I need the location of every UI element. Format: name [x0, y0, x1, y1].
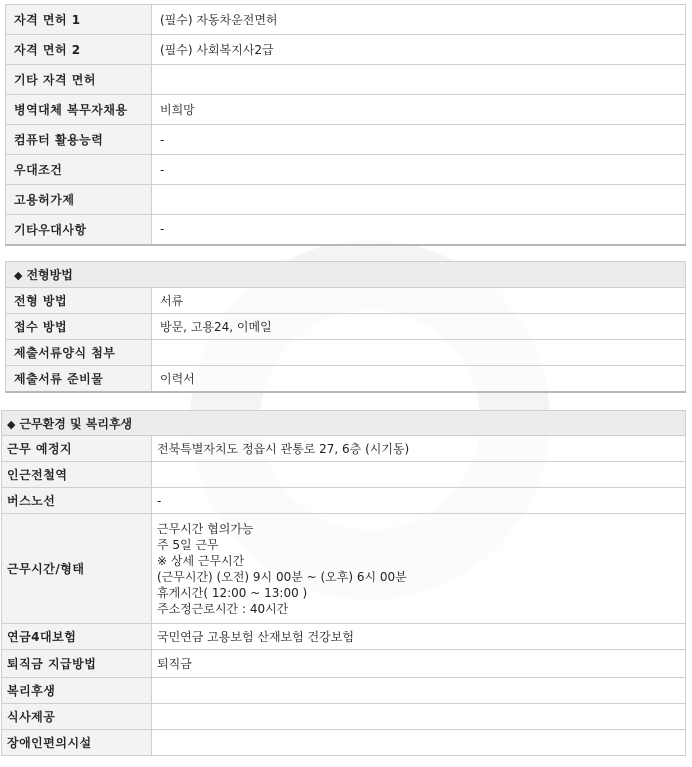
- row-label: 근무 예정지: [2, 436, 152, 462]
- section-title: 근무환경 및 복리후생: [19, 416, 133, 431]
- selection-table: [5, 261, 686, 393]
- row-value: 서류: [152, 288, 686, 314]
- work-hours-value: [152, 514, 686, 624]
- row-value: [152, 704, 686, 730]
- table-row: [6, 65, 686, 95]
- row-label: 버스노선: [2, 488, 152, 514]
- table-row: [2, 678, 686, 704]
- work-hours-line: ※ 상세 근무시간: [157, 553, 245, 568]
- row-label: 자격 면허 2: [6, 35, 152, 65]
- row-label: 제출서류 준비물: [6, 366, 152, 392]
- row-label: 기타우대사항: [6, 215, 152, 245]
- work-hours-line: 주소정근로시간 : 40시간: [157, 601, 289, 616]
- row-label: 우대조건: [6, 155, 152, 185]
- row-label: 복리후생: [2, 678, 152, 704]
- row-value: -: [152, 215, 686, 245]
- row-label: 기타 자격 면허: [6, 65, 152, 95]
- row-value: 방문, 고용24, 이메일: [152, 314, 686, 340]
- table-row: [6, 5, 686, 35]
- row-label: 연금4대보험: [2, 624, 152, 650]
- row-label: 인근전철역: [2, 462, 152, 488]
- table-row: [6, 185, 686, 215]
- row-label: 자격 면허 1: [6, 5, 152, 35]
- table-row: [2, 514, 686, 624]
- row-label: 퇴직금 지급방법: [2, 650, 152, 678]
- diamond-icon: ◆: [14, 269, 23, 282]
- row-value: [152, 65, 686, 95]
- table-row: [6, 35, 686, 65]
- table-row: [2, 704, 686, 730]
- table-row: [2, 730, 686, 756]
- section-header: [2, 411, 686, 436]
- table-row: [6, 314, 686, 340]
- license-table: [5, 4, 686, 246]
- row-value: 국민연금 고용보험 산재보험 건강보험: [152, 624, 686, 650]
- table-row: [6, 95, 686, 125]
- row-label: 고용허가제: [6, 185, 152, 215]
- table-row: [6, 155, 686, 185]
- row-label: 장애인편의시설: [2, 730, 152, 756]
- section-header-row: [2, 411, 686, 436]
- row-value: 퇴직금: [152, 650, 686, 678]
- row-label: 병역대체 복무자채용: [6, 95, 152, 125]
- table-row: [6, 125, 686, 155]
- row-value: [152, 730, 686, 756]
- row-label: 접수 방법: [6, 314, 152, 340]
- row-value: 전북특별자치도 정읍시 관통로 27, 6층 (시기동): [152, 436, 686, 462]
- table-row: [6, 366, 686, 392]
- row-value: [152, 462, 686, 488]
- row-label: 제출서류양식 첨부: [6, 340, 152, 366]
- work-hours-line: 휴게시간( 12:00 ~ 13:00 ): [157, 585, 308, 600]
- row-value: -: [152, 488, 686, 514]
- table-row: [6, 288, 686, 314]
- table-row: [2, 462, 686, 488]
- row-value: 이력서: [152, 366, 686, 392]
- work-hours-line: (근무시간) (오전) 9시 00분 ~ (오후) 6시 00분: [157, 569, 407, 584]
- row-value: (필수) 자동차운전면허: [152, 5, 686, 35]
- row-value: (필수) 사회복지사2급: [152, 35, 686, 65]
- row-value: [152, 678, 686, 704]
- row-value: -: [152, 155, 686, 185]
- table-row: [2, 650, 686, 678]
- section-header-row: [6, 262, 686, 288]
- table-row: [2, 488, 686, 514]
- table-row: [6, 340, 686, 366]
- row-value: [152, 340, 686, 366]
- row-value: 비희망: [152, 95, 686, 125]
- work-table: [1, 410, 686, 756]
- work-hours-line: 근무시간 협의가능: [157, 521, 254, 536]
- diamond-icon: ◆: [7, 417, 16, 431]
- table-row: [2, 436, 686, 462]
- row-label: 근무시간/형태: [2, 514, 152, 624]
- row-label: 식사제공: [2, 704, 152, 730]
- row-value: [152, 185, 686, 215]
- row-value: -: [152, 125, 686, 155]
- table-row: [2, 624, 686, 650]
- section-header: [6, 262, 686, 288]
- table-row: [6, 215, 686, 245]
- section-title: 전형방법: [26, 268, 73, 282]
- row-label: 전형 방법: [6, 288, 152, 314]
- row-label: 컴퓨터 활용능력: [6, 125, 152, 155]
- work-hours-line: 주 5일 근무: [157, 537, 219, 552]
